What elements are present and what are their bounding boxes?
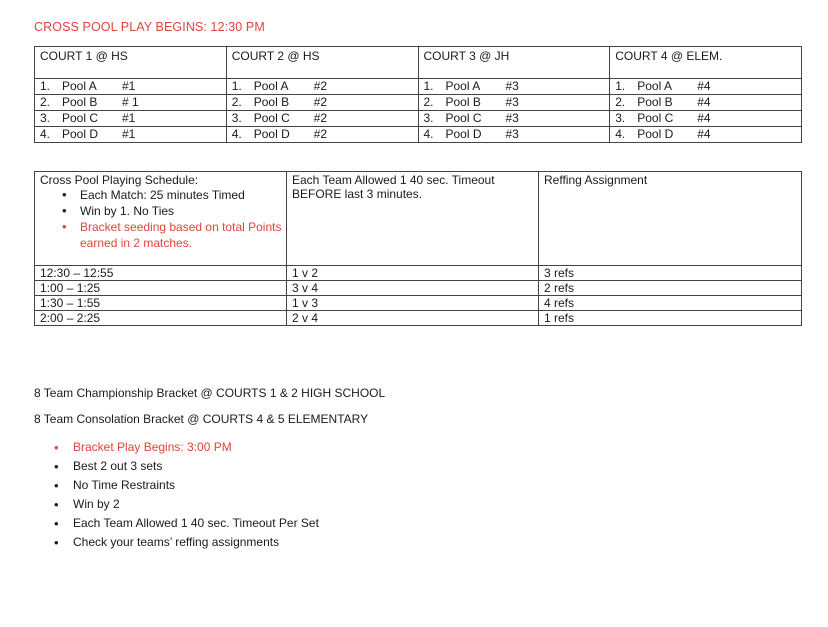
timeout-cell bbox=[287, 172, 539, 266]
consolation-bracket-line: 8 Team Consolation Bracket @ COURTS 4 & 5 ELEMENTARY bbox=[34, 412, 369, 426]
list-item: • Bracket Play Begins: 3:00 PM bbox=[54, 440, 232, 455]
court-3-header: COURT 3 @ JH bbox=[418, 47, 610, 79]
table-row bbox=[35, 127, 802, 143]
schedule-rules-list bbox=[40, 187, 286, 251]
slot-time: 12:30 – 12:55 bbox=[35, 266, 287, 281]
slot-time: 1:30 – 1:55 bbox=[35, 296, 287, 311]
list-item: • Check your teams’ reffing assignments bbox=[54, 535, 280, 550]
table-row bbox=[35, 111, 802, 127]
bullet-icon: • bbox=[54, 478, 59, 493]
bullet-icon: • bbox=[54, 535, 59, 550]
court-cell: 4. Pool D #1 bbox=[35, 127, 227, 143]
table-row bbox=[35, 79, 802, 95]
court-4-header: COURT 4 @ ELEM. bbox=[610, 47, 802, 79]
schedule-rules-cell bbox=[35, 172, 287, 266]
page-heading: CROSS POOL PLAY BEGINS: 12:30 PM bbox=[34, 20, 265, 34]
slot-refs: 3 refs bbox=[539, 266, 802, 281]
court-cell: 3. Pool C #2 bbox=[226, 111, 418, 127]
slot-match: 1 v 2 bbox=[287, 266, 539, 281]
list-item: • No Time Restraints bbox=[54, 478, 176, 493]
list-item: • Best 2 out 3 sets bbox=[54, 459, 163, 474]
list-item: • Win by 1. No Ties bbox=[80, 203, 286, 219]
court-cell: 2. Pool B #4 bbox=[610, 95, 802, 111]
slot-match: 1 v 3 bbox=[287, 296, 539, 311]
court-cell: 4. Pool D #3 bbox=[418, 127, 610, 143]
list-item: • Bracket seeding based on total Points earned in 2 matches. bbox=[80, 219, 286, 251]
court-cell: 1. Pool A #4 bbox=[610, 79, 802, 95]
court-cell: 4. Pool D #2 bbox=[226, 127, 418, 143]
slot-match: 2 v 4 bbox=[287, 311, 539, 326]
court-2-header: COURT 2 @ HS bbox=[226, 47, 418, 79]
slot-time: 1:00 – 1:25 bbox=[35, 281, 287, 296]
list-item: • Each Team Allowed 1 40 sec. Timeout Per Set bbox=[54, 516, 319, 531]
reffing-header: Reffing Assignment bbox=[539, 172, 802, 266]
bullet-icon: • bbox=[54, 497, 59, 512]
court-1-header: COURT 1 @ HS bbox=[35, 47, 227, 79]
table-row bbox=[35, 95, 802, 111]
slot-refs: 1 refs bbox=[539, 311, 802, 326]
court-cell: 3. Pool C #3 bbox=[418, 111, 610, 127]
slot-match: 3 v 4 bbox=[287, 281, 539, 296]
bullet-icon: • bbox=[54, 516, 59, 531]
list-item: • Each Match: 25 minutes Timed bbox=[80, 187, 286, 203]
table-row bbox=[35, 266, 802, 281]
slot-refs: 4 refs bbox=[539, 296, 802, 311]
schedule-table bbox=[34, 171, 802, 326]
bullet-icon: • bbox=[54, 459, 59, 474]
court-cell: 1. Pool A #1 bbox=[35, 79, 227, 95]
court-cell: 3. Pool C #1 bbox=[35, 111, 227, 127]
championship-bracket-line: 8 Team Championship Bracket @ COURTS 1 & 2 HIGH SCHOOL bbox=[34, 386, 386, 400]
courts-table bbox=[34, 46, 802, 143]
court-cell: 1. Pool A #2 bbox=[226, 79, 418, 95]
slot-refs: 2 refs bbox=[539, 281, 802, 296]
table-row bbox=[35, 296, 802, 311]
bracket-rules-list bbox=[54, 438, 319, 552]
table-row bbox=[35, 281, 802, 296]
list-item: • Win by 2 bbox=[54, 497, 120, 512]
court-cell: 3. Pool C #4 bbox=[610, 111, 802, 127]
table-row bbox=[35, 311, 802, 326]
court-cell: 4. Pool D #4 bbox=[610, 127, 802, 143]
court-cell: 2. Pool B # 1 bbox=[35, 95, 227, 111]
schedule-title: Cross Pool Playing Schedule: bbox=[40, 173, 199, 187]
court-cell: 2. Pool B #3 bbox=[418, 95, 610, 111]
slot-time: 2:00 – 2:25 bbox=[35, 311, 287, 326]
court-cell: 1. Pool A #3 bbox=[418, 79, 610, 95]
court-cell: 2. Pool B #2 bbox=[226, 95, 418, 111]
bullet-icon: • bbox=[54, 440, 59, 455]
timeout-text: Each Team Allowed 1 40 sec. Timeout BEFORE last 3 minutes. bbox=[292, 173, 495, 201]
